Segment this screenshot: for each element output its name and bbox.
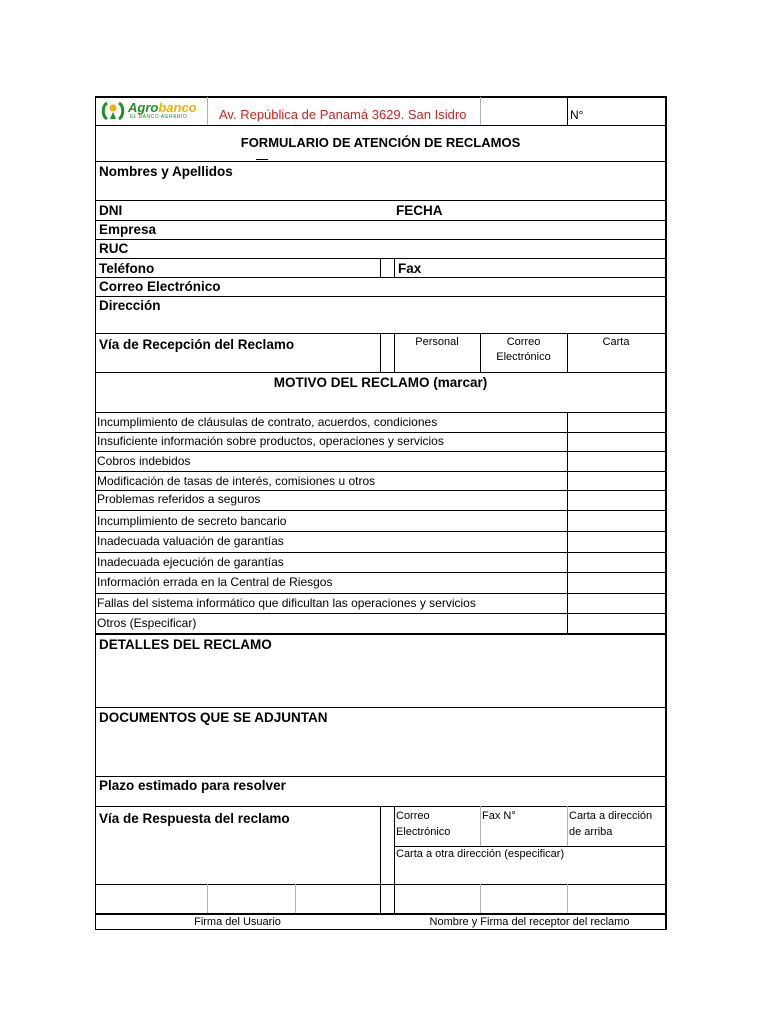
logo-emblem-icon [100, 100, 126, 122]
motivo-item: Incumplimiento de cláusulas de contrato, acuerdos, condiciones [97, 415, 438, 429]
reception-option-personal: Personal [415, 336, 459, 348]
response-fax: Fax N° [482, 810, 516, 822]
motivo-item: Información errada en la Central de Riesgos [97, 575, 333, 589]
details-label: DETALLES DEL RECLAMO [99, 637, 272, 652]
response-otra-direccion: Carta a otra dirección (especificar) [396, 848, 565, 860]
correo-label: Correo Electrónico [99, 279, 221, 294]
motivo-item: Insuficiente información sobre productos, operaciones y servicios [97, 434, 444, 448]
plazo-label: Plazo estimado para resolver [99, 778, 286, 793]
motivo-item: Problemas referidos a seguros [97, 492, 261, 506]
signature-user: Firma del Usuario [194, 916, 281, 928]
motivo-item: Cobros indebidos [97, 454, 191, 468]
logo-brand-highlight: banco [158, 100, 197, 115]
empresa-label: Empresa [99, 222, 157, 237]
signature-receiver: Nombre y Firma del receptor del reclamo [429, 916, 630, 928]
logo-brand-main: Agro [128, 100, 159, 115]
response-carta-line2: de arriba [569, 826, 613, 838]
motivo-item: Modificación de tasas de interés, comisiones u otros [97, 474, 376, 488]
motivo-item: Incumplimiento de secreto bancario [97, 514, 287, 528]
telefono-label: Teléfono [99, 261, 155, 276]
fecha-label: FECHA [396, 203, 443, 218]
form-title: FORMULARIO DE ATENCIÓN DE RECLAMOS [240, 135, 521, 150]
ruc-label: RUC [99, 241, 129, 256]
response-label: Vía de Respuesta del reclamo [99, 811, 290, 826]
motivo-item: Inadecuada ejecución de garantías [97, 555, 284, 569]
reception-label: Vía de Recepción del Reclamo [99, 337, 295, 352]
response-carta-line1: Carta a dirección [569, 810, 653, 822]
reception-option-correo-line2: Electrónico [496, 351, 551, 363]
motivo-title: MOTIVO DEL RECLAMO (marcar) [273, 375, 488, 390]
response-correo-line2: Electrónico [396, 826, 451, 838]
dni-label: DNI [99, 203, 123, 218]
agrobanco-logo [100, 99, 200, 123]
documents-label: DOCUMENTOS QUE SE ADJUNTAN [99, 710, 328, 725]
direccion-label: Dirección [99, 298, 161, 313]
logo-brand [128, 100, 197, 115]
reception-option-correo-line1: Correo [506, 336, 541, 348]
reception-option-carta: Carta [602, 336, 630, 348]
response-correo-line1: Correo [396, 810, 430, 822]
motivo-item: Fallas del sistema informático que dificultan las operaciones y servicios [97, 596, 476, 610]
number-label: N° [570, 108, 584, 122]
motivo-item: Inadecuada valuación de garantías [97, 534, 284, 548]
motivo-item: Otros (Especificar) [97, 616, 197, 630]
fax-label: Fax [398, 261, 422, 276]
names-label: Nombres y Apellidos [99, 164, 233, 179]
bank-address: Av. República de Panamá 3629. San Isidro [219, 107, 467, 122]
logo-tagline: EL BANCO AGRARIO [130, 114, 188, 120]
